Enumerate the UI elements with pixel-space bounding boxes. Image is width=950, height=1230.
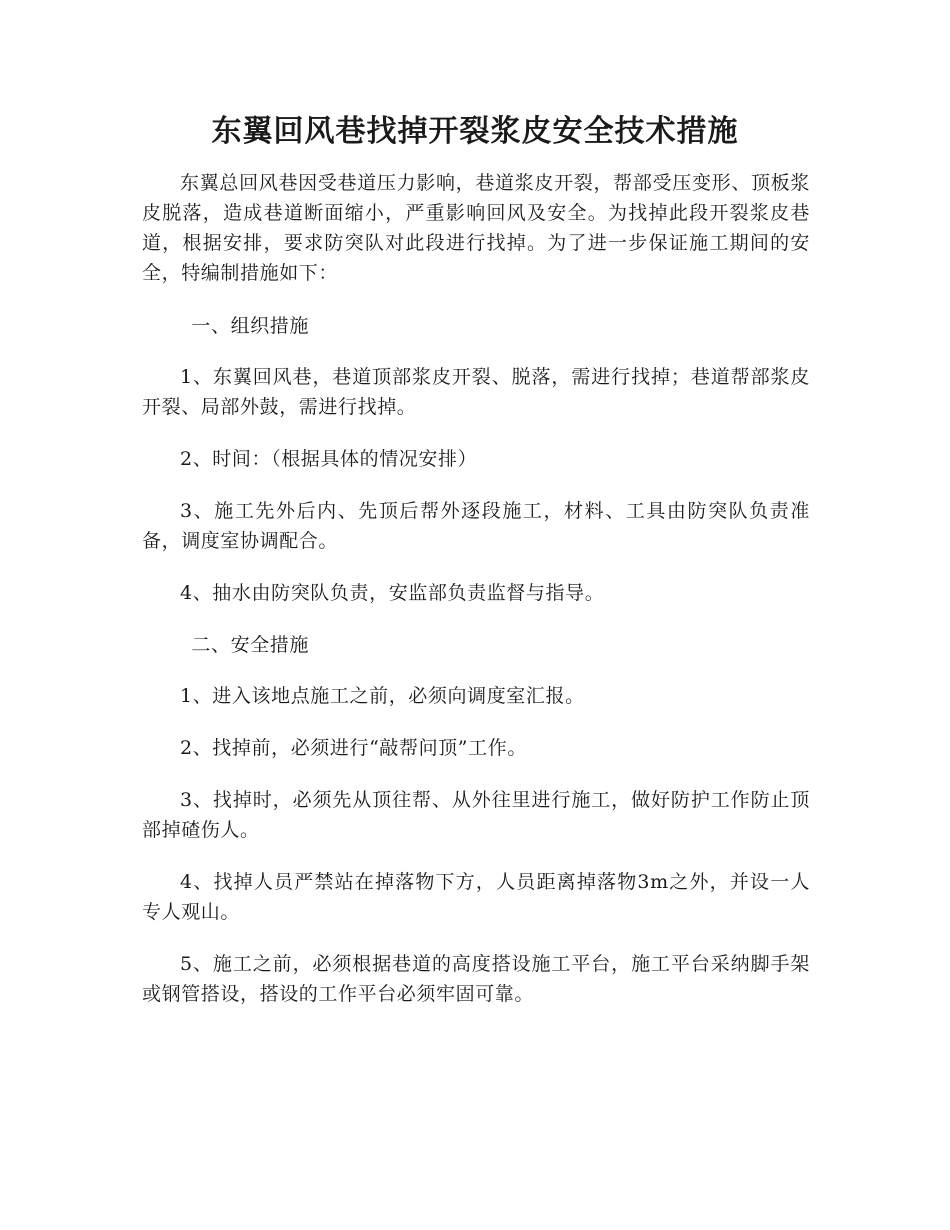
safety-item-4: 4、找掉人员严禁站在掉落物下方，人员距离掉落物3m之外，并设一人专人观山。	[142, 871, 810, 923]
document-title: 东翼回风巷找掉开裂浆皮安全技术措施	[211, 114, 739, 149]
section-heading-organization: 一、组织措施	[191, 315, 309, 337]
safety-item-5: 5、施工之前，必须根据巷道的高度搭设施工平台，施工平台采纳脚手架或钢管搭设，搭设的工作平台必须牢固可靠。	[142, 953, 810, 1005]
organization-item-3: 3、施工先外后内、先顶后帮外逐段施工，材料、工具由防突队负责准备，调度室协调配合。	[142, 500, 810, 552]
document-body	[142, 168, 810, 1031]
section-heading-safety: 二、安全措施	[191, 634, 309, 656]
intro-paragraph: 东翼总回风巷因受巷道压力影响，巷道浆皮开裂，帮部受压变形、顶板浆皮脱落，造成巷道断面缩小，严重影响回风及安全。为找掉此段开裂浆皮巷道，根据安排，要求防突队对此段进行找掉。为了进一步保证施工期间的安全，特编制措施如下：	[142, 172, 810, 284]
organization-item-1: 1、东翼回风巷，巷道顶部浆皮开裂、脱落，需进行找掉；巷道帮部浆皮开裂、局部外鼓，需进行找掉。	[142, 366, 810, 418]
organization-item-4: 4、抽水由防突队负责，安监部负责监督与指导。	[180, 582, 605, 604]
safety-item-3: 3、找掉时，必须先从顶往帮、从外往里进行施工，做好防护工作防止顶部掉碴伤人。	[142, 789, 810, 841]
safety-item-1: 1、进入该地点施工之前，必须向调度室汇报。	[180, 685, 585, 707]
organization-item-2: 2、时间：（根据具体的情况安排）	[180, 448, 478, 470]
safety-item-2: 2、找掉前，必须进行“敲帮问顶”工作。	[180, 737, 527, 759]
